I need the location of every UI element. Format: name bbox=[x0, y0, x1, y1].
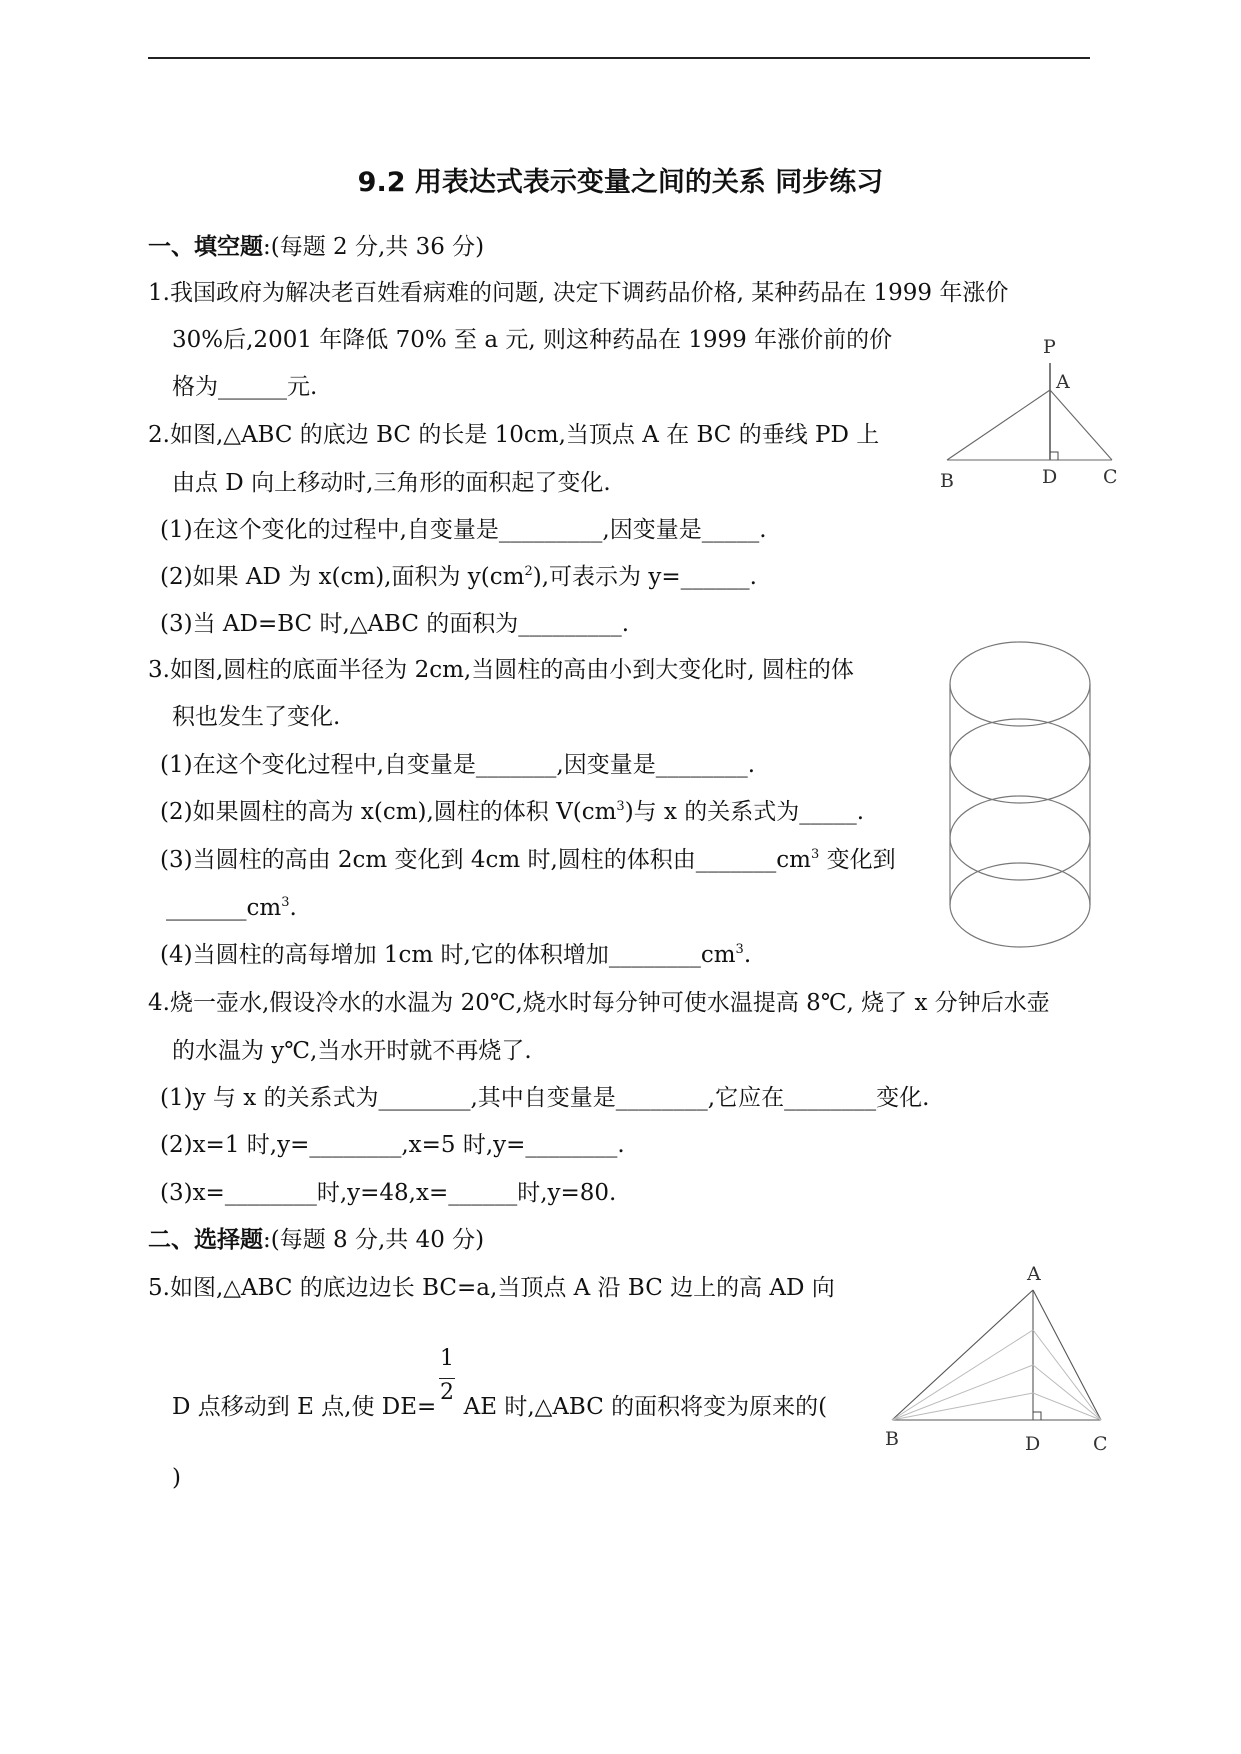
q2-label-p: P bbox=[1043, 336, 1056, 358]
q5-label-a: A bbox=[1027, 1263, 1041, 1285]
q5-side-ac bbox=[1033, 1290, 1101, 1420]
q3-cylinder-ring-2 bbox=[950, 796, 1090, 880]
q3-part1: (1)在这个变化过程中,自变量是_______,因变量是________. bbox=[160, 752, 756, 778]
q2-part2 bbox=[160, 562, 757, 592]
q3-part2-text-b: )与 x 的关系式为_____. bbox=[624, 799, 865, 825]
q2-label-a: A bbox=[1056, 371, 1070, 393]
q2-part1: (1)在这个变化的过程中,自变量是_________,因变量是_____. bbox=[160, 517, 767, 543]
q3-part2 bbox=[160, 797, 864, 827]
section2-heading: 二、选择题 bbox=[148, 1227, 263, 1253]
q3-part4-text-b: . bbox=[743, 942, 752, 968]
q1-line3: 格为______元. bbox=[172, 374, 318, 400]
q2-part2-text-b: ),可表示为 y=______. bbox=[532, 564, 757, 590]
q4-part2: (2)x=1 时,y=________,x=5 时,y=________. bbox=[160, 1132, 625, 1158]
q4-line2: 的水温为 y℃,当水开时就不再烧了. bbox=[172, 1038, 532, 1064]
q2-part2-text-a: (2)如果 AD 为 x(cm),面积为 y(cm bbox=[160, 564, 525, 590]
section1-heading-line bbox=[148, 232, 484, 262]
q5-label-b: B bbox=[885, 1428, 899, 1450]
q2-part2-sup: 2 bbox=[524, 564, 533, 579]
q2-line2: 由点 D 向上移动时,三角形的面积起了变化. bbox=[172, 470, 611, 496]
q2-label-b: B bbox=[940, 470, 954, 492]
q3-cylinder-ring-1 bbox=[950, 719, 1090, 803]
header-rule bbox=[148, 57, 1090, 59]
q5-triangle-figure bbox=[885, 1260, 1115, 1460]
q2-label-d: D bbox=[1042, 466, 1058, 488]
q5-line2-text-b: AE 时,△ABC 的面积将变为原来的( bbox=[456, 1394, 828, 1420]
q4-part3: (3)x=________时,y=48,x=______时,y=80. bbox=[160, 1180, 617, 1206]
q3-part3 bbox=[160, 845, 896, 875]
q3-part2-sup: 3 bbox=[616, 799, 625, 814]
q5-right-angle-mark bbox=[1033, 1412, 1041, 1420]
q5-fraction-numerator: 1 bbox=[440, 1346, 454, 1371]
q3-line2: 积也发生了变化. bbox=[172, 704, 341, 730]
section1-note: :(每题 2 分,共 36 分) bbox=[263, 234, 485, 260]
q3-cylinder-top bbox=[950, 642, 1090, 726]
page-title: 9.2 用表达式表示变量之间的关系 同步练习 bbox=[357, 167, 884, 198]
q5-label-c: C bbox=[1093, 1433, 1108, 1455]
q3-part3-text-c: _______cm bbox=[166, 895, 282, 921]
q2-triangle-figure bbox=[940, 335, 1120, 495]
q2-side-ab bbox=[947, 390, 1050, 460]
section1-heading: 一、填空题 bbox=[148, 234, 263, 260]
q5-fraction-denominator: 2 bbox=[440, 1380, 454, 1405]
q2-right-angle-mark bbox=[1050, 452, 1058, 460]
q5-line1: 5.如图,△ABC 的底边边长 BC=a,当顶点 A 沿 BC 边上的高 AD 向 bbox=[148, 1275, 835, 1301]
q3-part3-text-end: . bbox=[289, 895, 297, 921]
q5-line2-text-a: D 点移动到 E 点,使 DE= bbox=[172, 1394, 437, 1420]
q5-fraction-bar bbox=[439, 1378, 455, 1379]
q5-guide-c2 bbox=[1033, 1365, 1101, 1420]
q2-side-ac bbox=[1050, 390, 1112, 460]
q3-part3-continued bbox=[166, 893, 297, 923]
q3-part4-text-a: (4)当圆柱的高每增加 1cm 时,它的体积增加________cm bbox=[160, 942, 736, 968]
q1-line2: 30%后,2001 年降低 70% 至 a 元, 则这种药品在 1999 年涨价前的价 bbox=[172, 327, 893, 353]
q5-guide-b2 bbox=[892, 1365, 1033, 1420]
q3-part3-sup-c: 3 bbox=[281, 895, 290, 910]
q1-line1: 1.我国政府为解决老百姓看病难的问题, 决定下调药品价格, 某种药品在 1999 年涨价 bbox=[148, 280, 1009, 306]
q2-part3: (3)当 AD=BC 时,△ABC 的面积为_________. bbox=[160, 611, 630, 637]
section2-note: :(每题 8 分,共 40 分) bbox=[263, 1227, 485, 1253]
q3-part4-sup: 3 bbox=[735, 942, 744, 957]
q3-part2-text-a: (2)如果圆柱的高为 x(cm),圆柱的体积 V(cm bbox=[160, 799, 617, 825]
q3-part3-sup: 3 bbox=[810, 847, 820, 862]
q3-line1: 3.如图,圆柱的底面半径为 2cm,当圆柱的高由小到大变化时, 圆柱的体 bbox=[148, 657, 854, 683]
q3-part3-text-b: 变化到 bbox=[819, 847, 896, 873]
q3-cylinder-figure bbox=[946, 640, 1094, 950]
q5-line2 bbox=[172, 1392, 827, 1422]
q5-label-d: D bbox=[1025, 1433, 1041, 1455]
q3-cylinder-bottom bbox=[950, 863, 1090, 947]
q5-side-ab bbox=[892, 1290, 1033, 1420]
q3-part4 bbox=[160, 940, 751, 970]
q2-label-c: C bbox=[1103, 466, 1118, 488]
q3-part3-text-a: (3)当圆柱的高由 2cm 变化到 4cm 时,圆柱的体积由_______cm bbox=[160, 847, 811, 873]
q4-line1: 4.烧一壶水,假设冷水的水温为 20℃,烧水时每分钟可使水温提高 8℃, 烧了 x 分钟后水壶 bbox=[148, 990, 1050, 1016]
q4-part1: (1)y 与 x 的关系式为________,其中自变量是________,它应在________变化. bbox=[160, 1085, 930, 1111]
section2-heading-line bbox=[148, 1225, 484, 1255]
q5-line3: ) bbox=[172, 1465, 181, 1491]
q2-line1: 2.如图,△ABC 的底边 BC 的长是 10cm,当顶点 A 在 BC 的垂线 PD 上 bbox=[148, 422, 880, 448]
